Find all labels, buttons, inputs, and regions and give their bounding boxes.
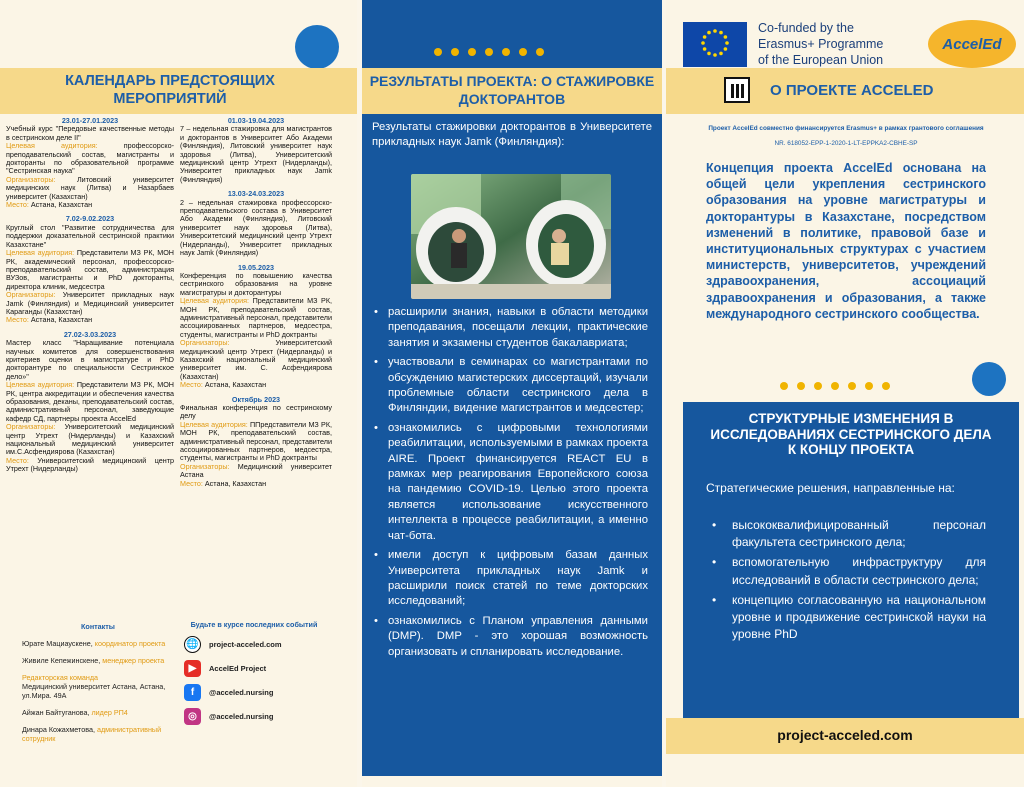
event-title: Круглый стол "Развитие сотрудничества для поддержки доказательной сестринской практики Казахстане" [6, 222, 174, 249]
event-place [6, 201, 174, 209]
contact-name: Живиле Кепежинскене, [22, 656, 103, 665]
contact-entry [22, 682, 174, 700]
event-title: 2 – недельная стажировка профессорско-преподавательского состава в Университет Або Академи (Финляндия), Литовский университет наук здоровья (Литва), Университетский медицинский центр Утрехт (Нидерланды), Университет прикладных наук Jamk (Финляндия) [180, 197, 332, 258]
social-label: AccelEd Project [209, 664, 267, 673]
social-block [184, 620, 334, 725]
contact-entry [22, 708, 174, 717]
event-audience [6, 142, 174, 176]
instagram-icon: ◎ [184, 708, 201, 725]
calendar-column [0, 0, 357, 787]
event-title: Финальная конференция по сестринскому делу [180, 403, 332, 421]
students-photo-image [411, 174, 611, 299]
contact-entry [22, 673, 174, 682]
eu-text [758, 20, 883, 68]
organizers-text: Университет прикладных наук Jamk (Финляндия) и Медицинский университет Караганды (Казахстан) [6, 290, 174, 316]
place-label: Место: [180, 380, 203, 390]
structural-item: • концепцию согласованную на национальном уровне и продвижение сестринской науки на уровне PhD [706, 592, 986, 644]
acceled-logo [928, 20, 1016, 68]
calendar-event [180, 264, 332, 390]
decor-dots [434, 48, 544, 56]
place-label: Место: [6, 315, 29, 325]
eu-line-2: Erasmus+ Programme [758, 37, 884, 51]
event-place [180, 480, 332, 488]
calendar-event [180, 117, 332, 184]
event-date: 13.03-24.03.2023 [227, 189, 285, 199]
organizers-text: Университетский медицинский центр Утрехт (Нидерланды) и Казахский национальный медицинский университет им. С. Асфендиярова (Казахстан) [180, 338, 332, 381]
strategic-intro: Стратегические решения, направленные на: [706, 481, 955, 495]
event-audience [180, 421, 332, 463]
event-organizers [6, 176, 174, 201]
social-label: project-acceled.com [209, 640, 282, 649]
result-item: • имели доступ к цифровым базам данных Университета прикладных наук Jamk и расширили поиск статей по теме докторских исследований; [376, 548, 648, 610]
social-link[interactable] [184, 684, 334, 701]
organizers-label: Организаторы: [180, 338, 230, 348]
contact-name: Медицинский университет Астана, Астана, ул.Мира. 49А [22, 682, 166, 700]
audience-label: Целевая аудитория: [180, 296, 250, 306]
results-intro: Результаты стажировки докторантов в Университете прикладных наук Jamk (Финляндия): [372, 121, 652, 148]
facebook-icon: f [184, 684, 201, 701]
structural-item: • вспомогательную инфраструктуру для исследований в области сестринского дела; [706, 554, 986, 588]
social-link[interactable] [184, 708, 334, 725]
social-links [184, 636, 334, 725]
contact-role: Редакторская команда [22, 673, 99, 682]
contacts-title: Контакты [81, 622, 115, 631]
event-title: 7 – недельная стажировка для магистрантов и докторантов в Университет Або Академи (Финляндия), Литовский университет наук здоровья (Литва), Университетский медицинский центр Утрехт (Нидерланды), Университет прикладных наук Jamk (Финляндия) [180, 124, 332, 184]
contact-role: лидер РП4 [91, 708, 128, 717]
event-organizers [6, 423, 174, 457]
event-date: 19.05.2023 [238, 262, 274, 272]
event-organizers [180, 339, 332, 381]
event-place [6, 316, 174, 324]
audience-label: Целевая аудитория: [6, 380, 75, 390]
youtube-icon: ▶ [184, 660, 201, 677]
eu-stars-icon [683, 22, 747, 67]
audience-text: ППредставители МЗ РК, МОН РК, преподавательский состав, административный персонал, представители ассоциированных партнеров, медсестра, студенты, магистранты и PhD доктранты [180, 419, 333, 463]
decor-dots-2 [780, 382, 890, 390]
calendar-event [6, 215, 174, 324]
place-label: Место: [6, 455, 29, 465]
calendar-event [180, 396, 332, 488]
eu-line-3: of the European Union [758, 53, 884, 67]
event-place [6, 457, 174, 474]
about-title: О ПРОЕКТЕ ACCELED [770, 82, 934, 99]
social-label: @acceled.nursing [209, 688, 274, 697]
audience-label: Целевая аудитория: [180, 419, 248, 429]
event-title: Конференция по повышению качества сестринского образования на уровне магистратуры и докторантуры [180, 270, 332, 297]
project-concept: Концепция проекта AccelEd основана на общей цели укрепления сестринского образования на уровне магистратуры и докторантуры в Казахстане, посредством изменений в политике, правовой базе и институциональных структурах с участием министерств, университетов, учреждений здравоохранения, ассоциаций здравоохранения и образования, а также международного сестринского сообщества. [706, 161, 986, 321]
audience-text: Представители МЗ РК, МОН РК, центра аккредитации и обеспечения качества образования, деканы, преподавательский состав, административный персонал, заведующие кафедр СД, партнеры проекта AccelEd [6, 380, 174, 423]
result-item: • расширили знания, навыки в области методики преподавания, посещали лекции, практические занятия и экзамены студентов бакалавриата; [376, 305, 648, 351]
organizers-label: Организаторы: [6, 174, 56, 184]
contact-role: координатор проекта [94, 639, 166, 648]
result-item: • ознакомились с цифровыми технологиями реабилитации, используемыми в рамках проекта AIRE. Проект финансируется REACT EU в рамках мер реагирования Европейского союза на пандемию COVID-19. Целью этого проекта является использование искусственного интеллекта в процессе реабилитации, а именно чат-бота. [376, 421, 648, 544]
structural-item: • высококвалифицированный персонал факультета сестринского дела; [706, 517, 986, 551]
event-audience [180, 297, 332, 339]
event-audience [6, 249, 174, 291]
contact-name: Динара Кожахметова, [22, 725, 97, 734]
calendar-left-list [6, 117, 174, 480]
place-text: Астана, Казахстан [204, 478, 267, 488]
contact-role: административный сотрудник [22, 725, 162, 743]
globe-icon: 🌐 [184, 636, 201, 653]
calendar-event [6, 117, 174, 209]
organizers-text: Медицинский университет Астана [180, 461, 332, 480]
event-date: Октябрь 2023 [231, 394, 281, 404]
contact-entry [22, 639, 174, 648]
audience-label: Целевая аудитория: [6, 141, 98, 151]
event-title: Учебный курс "Передовые качественные методы в сестринском деле II" [6, 124, 174, 142]
contact-entry [22, 656, 174, 665]
social-link[interactable] [184, 636, 334, 653]
place-text: Университетский медицинский центр Утрехт (Нидерланды) [6, 455, 174, 474]
result-item: • участвовали в семинарах со магистрантами по обсуждению магистерских диссертаций, изучали проблемные области сестринского дела в Финляндии, видение магистрантов и медсестер; [376, 355, 648, 417]
about-column [666, 0, 1024, 787]
structural-title: СТРУКТУРНЫЕ ИЗМЕНЕНИЯ В ИССЛЕДОВАНИЯХ СЕСТРИНСКОГО ДЕЛА К КОНЦУ ПРОЕКТА [710, 411, 992, 457]
event-date: 23.01-27.01.2023 [61, 116, 119, 125]
calendar-event [6, 331, 174, 474]
results-top-band [362, 0, 662, 68]
place-text: Астана, Казахстан [30, 315, 93, 325]
decor-circle [295, 25, 339, 69]
results-list [376, 305, 648, 664]
place-label: Место: [180, 478, 203, 488]
funding-note: Проект AccelEd совместно финансируется Erasmus+ в рамках грантового соглашения [708, 125, 984, 132]
contact-name: Юрате Мациаускене, [22, 639, 95, 648]
event-place [180, 381, 332, 389]
event-date: 01.03-19.04.2023 [227, 116, 285, 125]
decor-circle-2 [972, 362, 1006, 396]
place-text: Астана, Казахстан [30, 200, 93, 210]
event-date: 27.02-3.03.2023 [63, 329, 117, 339]
website-link[interactable]: project-acceled.com [777, 727, 913, 743]
calendar-title: КАЛЕНДАРЬ ПРЕДСТОЯЩИХ МЕРОПРИЯТИЙ [65, 73, 275, 107]
contact-entry [22, 725, 174, 743]
eu-flag [683, 22, 747, 67]
organizers-label: Организаторы: [6, 290, 56, 300]
event-organizers [180, 463, 332, 480]
contacts-block [22, 622, 174, 751]
results-title: РЕЗУЛЬТАТЫ ПРОЕКТА: О СТАЖИРОВКЕ ДОКТОРАНТОВ [369, 73, 655, 107]
grant-number: NR. 618052-EPP-1-2020-1-LT-EPPKA2-CBHE-SP [774, 140, 918, 147]
contacts-people [22, 639, 174, 743]
building-icon [724, 77, 750, 103]
event-audience [6, 381, 174, 423]
results-column [362, 0, 662, 787]
result-item: • ознакомились с Планом управления данными (DMP). DMP - это хорошая возможность организовать и спланировать исследование. [376, 614, 648, 660]
organizers-text: Литовский университет медицинских наук (Литва) и Назарбаев университет (Казахстан) [6, 174, 175, 201]
audience-text: Представители МЗ РК, МОН РК, академический персонал, профессорско-преподавательский состав, администрация ВУЗов, магистранты и PhD докторанты, директора клиник, медсестра [6, 248, 174, 291]
audience-text: профессорско-преподавательский состав, магистранты и докторанты по образовательной программе "Сестринская наука" [6, 141, 175, 176]
social-label: @acceled.nursing [209, 712, 274, 721]
social-link[interactable] [184, 660, 334, 677]
event-date: 7.02-9.02.2023 [65, 214, 115, 224]
audience-label: Целевая аудитория: [6, 248, 75, 258]
contact-name: Айжан Байтуганова, [22, 708, 92, 717]
organizers-label: Организаторы: [6, 422, 56, 432]
event-organizers [6, 291, 174, 316]
contact-role: менеджер проекта [102, 656, 165, 665]
social-title: Будьте в курсе последних событий [190, 620, 318, 629]
acceled-logo-text: AccelEd [942, 35, 1002, 53]
audience-text: Представители МЗ РК, МОН РК, преподавательский состав, административный персонал, представители ассоциированных партнеров, медсестра, студенты, магистранты и PhD доктранты [180, 296, 333, 339]
event-title: Мастер класс "Наращивание потенциала научных комитетов для совершенствования критериев оценки в магистратуре и PhD докторантуре по специальности Сестринское дело»" [6, 338, 174, 381]
eu-line-1: Co-funded by the [758, 21, 854, 35]
calendar-right-list [180, 117, 332, 494]
organizers-text: Университетский медицинский центр Утрехт (Нидерланды) и Казахский национальный медицинский университет им.С.Асфендиярова (Казахстан) [6, 422, 175, 457]
place-label: Место: [6, 200, 29, 210]
structural-list [706, 517, 986, 646]
place-text: Астана, Казахстан [204, 380, 267, 390]
organizers-label: Организаторы: [180, 461, 230, 471]
results-photo [411, 174, 611, 299]
calendar-event [180, 190, 332, 257]
